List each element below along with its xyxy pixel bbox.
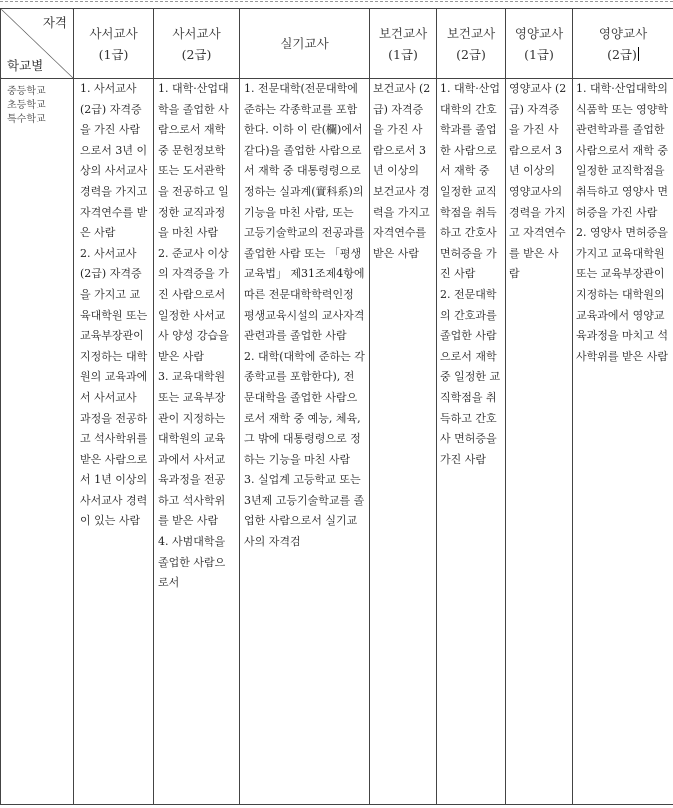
cell-librarian-2 xyxy=(154,79,240,805)
text-health-1: 보건교사 (2급) 자격증을 가진 사람으로서 3년 이상의 보건교사 경력을 가지고 자격연수를 받은 사람 xyxy=(373,82,431,260)
text-practical: 1. 전문대학(전문대학에 준하는 각종학교를 포함한다. 이하 이 란(欄)에서 같다)을 졸업한 사람으로서 재학 중 대통령령으로 정하는 실과계(實科系)의 기능을 마친 사람, 또는 고등기술학교의 전공과를 졸업한 사람 또는 「평생교육법」 제31조제4항에 따른 전문대학학력인정 평생교육시설의 교사자격 관련과를 졸업한 사람 2. 대학(대학에 준하는 각종학교를 포함한다), 전문대학을 졸업한 사람으로서 재학 중 예능, 체육, 그 밖에 대통령령으로 정하는 기능을 마친 사람 3. 실업계 고등학교 또는 3년제 고등기술학교를 졸업한 사람으로서 실기교사의 자격검 xyxy=(244,82,365,549)
text-librarian-2: 1. 대학·산업대학을 졸업한 사람으로서 재학 중 문헌정보학 또는 도서관학을 전공하고 일정한 교직과정을 마친 사람 2. 준교사 이상의 자격증을 가진 사람으로서 일정한 사서교사 양성 강습을 받은 사람 3. 교육대학원 또는 교육부장관이 지정하는 대학원의 교육과에서 사서교육과정을 전공하고 석사학위를 받은 사람 4. 사범대학을 졸업한 사람으로서 xyxy=(158,82,229,590)
cell-librarian-1 xyxy=(74,79,154,805)
cell-practical xyxy=(240,79,370,805)
teacher-qualification-table xyxy=(0,8,673,805)
cell-nutrition-2 xyxy=(573,79,673,805)
header-corner-cell xyxy=(1,9,74,79)
corner-label-qualification: 자격 xyxy=(42,15,67,30)
header-nutrition-1: 영양교사 (1급) xyxy=(506,9,573,79)
school-types-cell xyxy=(1,79,74,805)
corner-label-school-type: 학교별 xyxy=(7,58,44,73)
text-nutrition-2: 1. 대학·산업대학의 식품학 또는 영양학 관련학과를 졸업한 사람으로서 재학 중 일정한 교직학점을 취득하고 영양사 면허증을 가진 사람 2. 영양사 면허증을 가지고 교육대학원 또는 교육부장관이 지정하는 대학원의 교육과에서 영양교육과정을 마치고 석사학위를 받은 사람 xyxy=(576,82,669,363)
text-health-2: 1. 대학·산업대학의 간호학과를 졸업한 사람으로서 재학 중 일정한 교직학점을 취득하고 간호사 면허증을 가진 사람 2. 전문대학의 간호과를 졸업한 사람으로서 재학 중 일정한 교직학점을 취득하고 간호사 면허증을 가진 사람 xyxy=(440,82,501,466)
content-row xyxy=(1,79,673,805)
cell-health-2 xyxy=(437,79,506,805)
header-health-1: 보건교사 (1급) xyxy=(370,9,437,79)
text-nutrition-1: 영양교사 (2급) 자격증을 가진 사람으로서 3년 이상의 영양교사의 경력을 가지고 자격연수를 받은 사람 xyxy=(509,82,567,281)
header-librarian-1: 사서교사 (1급) xyxy=(74,9,154,79)
cell-health-1 xyxy=(370,79,437,805)
text-cursor xyxy=(638,47,639,61)
header-practical: 실기교사 xyxy=(240,9,370,79)
top-dashed-rule xyxy=(0,1,673,2)
header-row xyxy=(1,9,673,79)
text-librarian-1: 1. 사서교사 (2급) 자격증을 가진 사람으로서 3년 이상의 사서교사 경력을 가지고 자격연수를 받은 사람 2. 사서교사 (2급) 자격증을 가지고 교육대학원 또는 교육부장관이 지정하는 대학원의 교육과에서 사서교사 과정을 전공하고 석사학위를 받은 사람으로서 1년 이상의 사서교사 경력이 있는 사람 xyxy=(80,82,148,528)
header-health-2: 보건교사 (2급) xyxy=(437,9,506,79)
header-nutrition-2: 영양교사 (2급) xyxy=(573,9,673,79)
cell-nutrition-1 xyxy=(506,79,573,805)
school-types: 중등학교 초등학교 특수학교 xyxy=(7,86,46,125)
header-librarian-2: 사서교사 (2급) xyxy=(154,9,240,79)
